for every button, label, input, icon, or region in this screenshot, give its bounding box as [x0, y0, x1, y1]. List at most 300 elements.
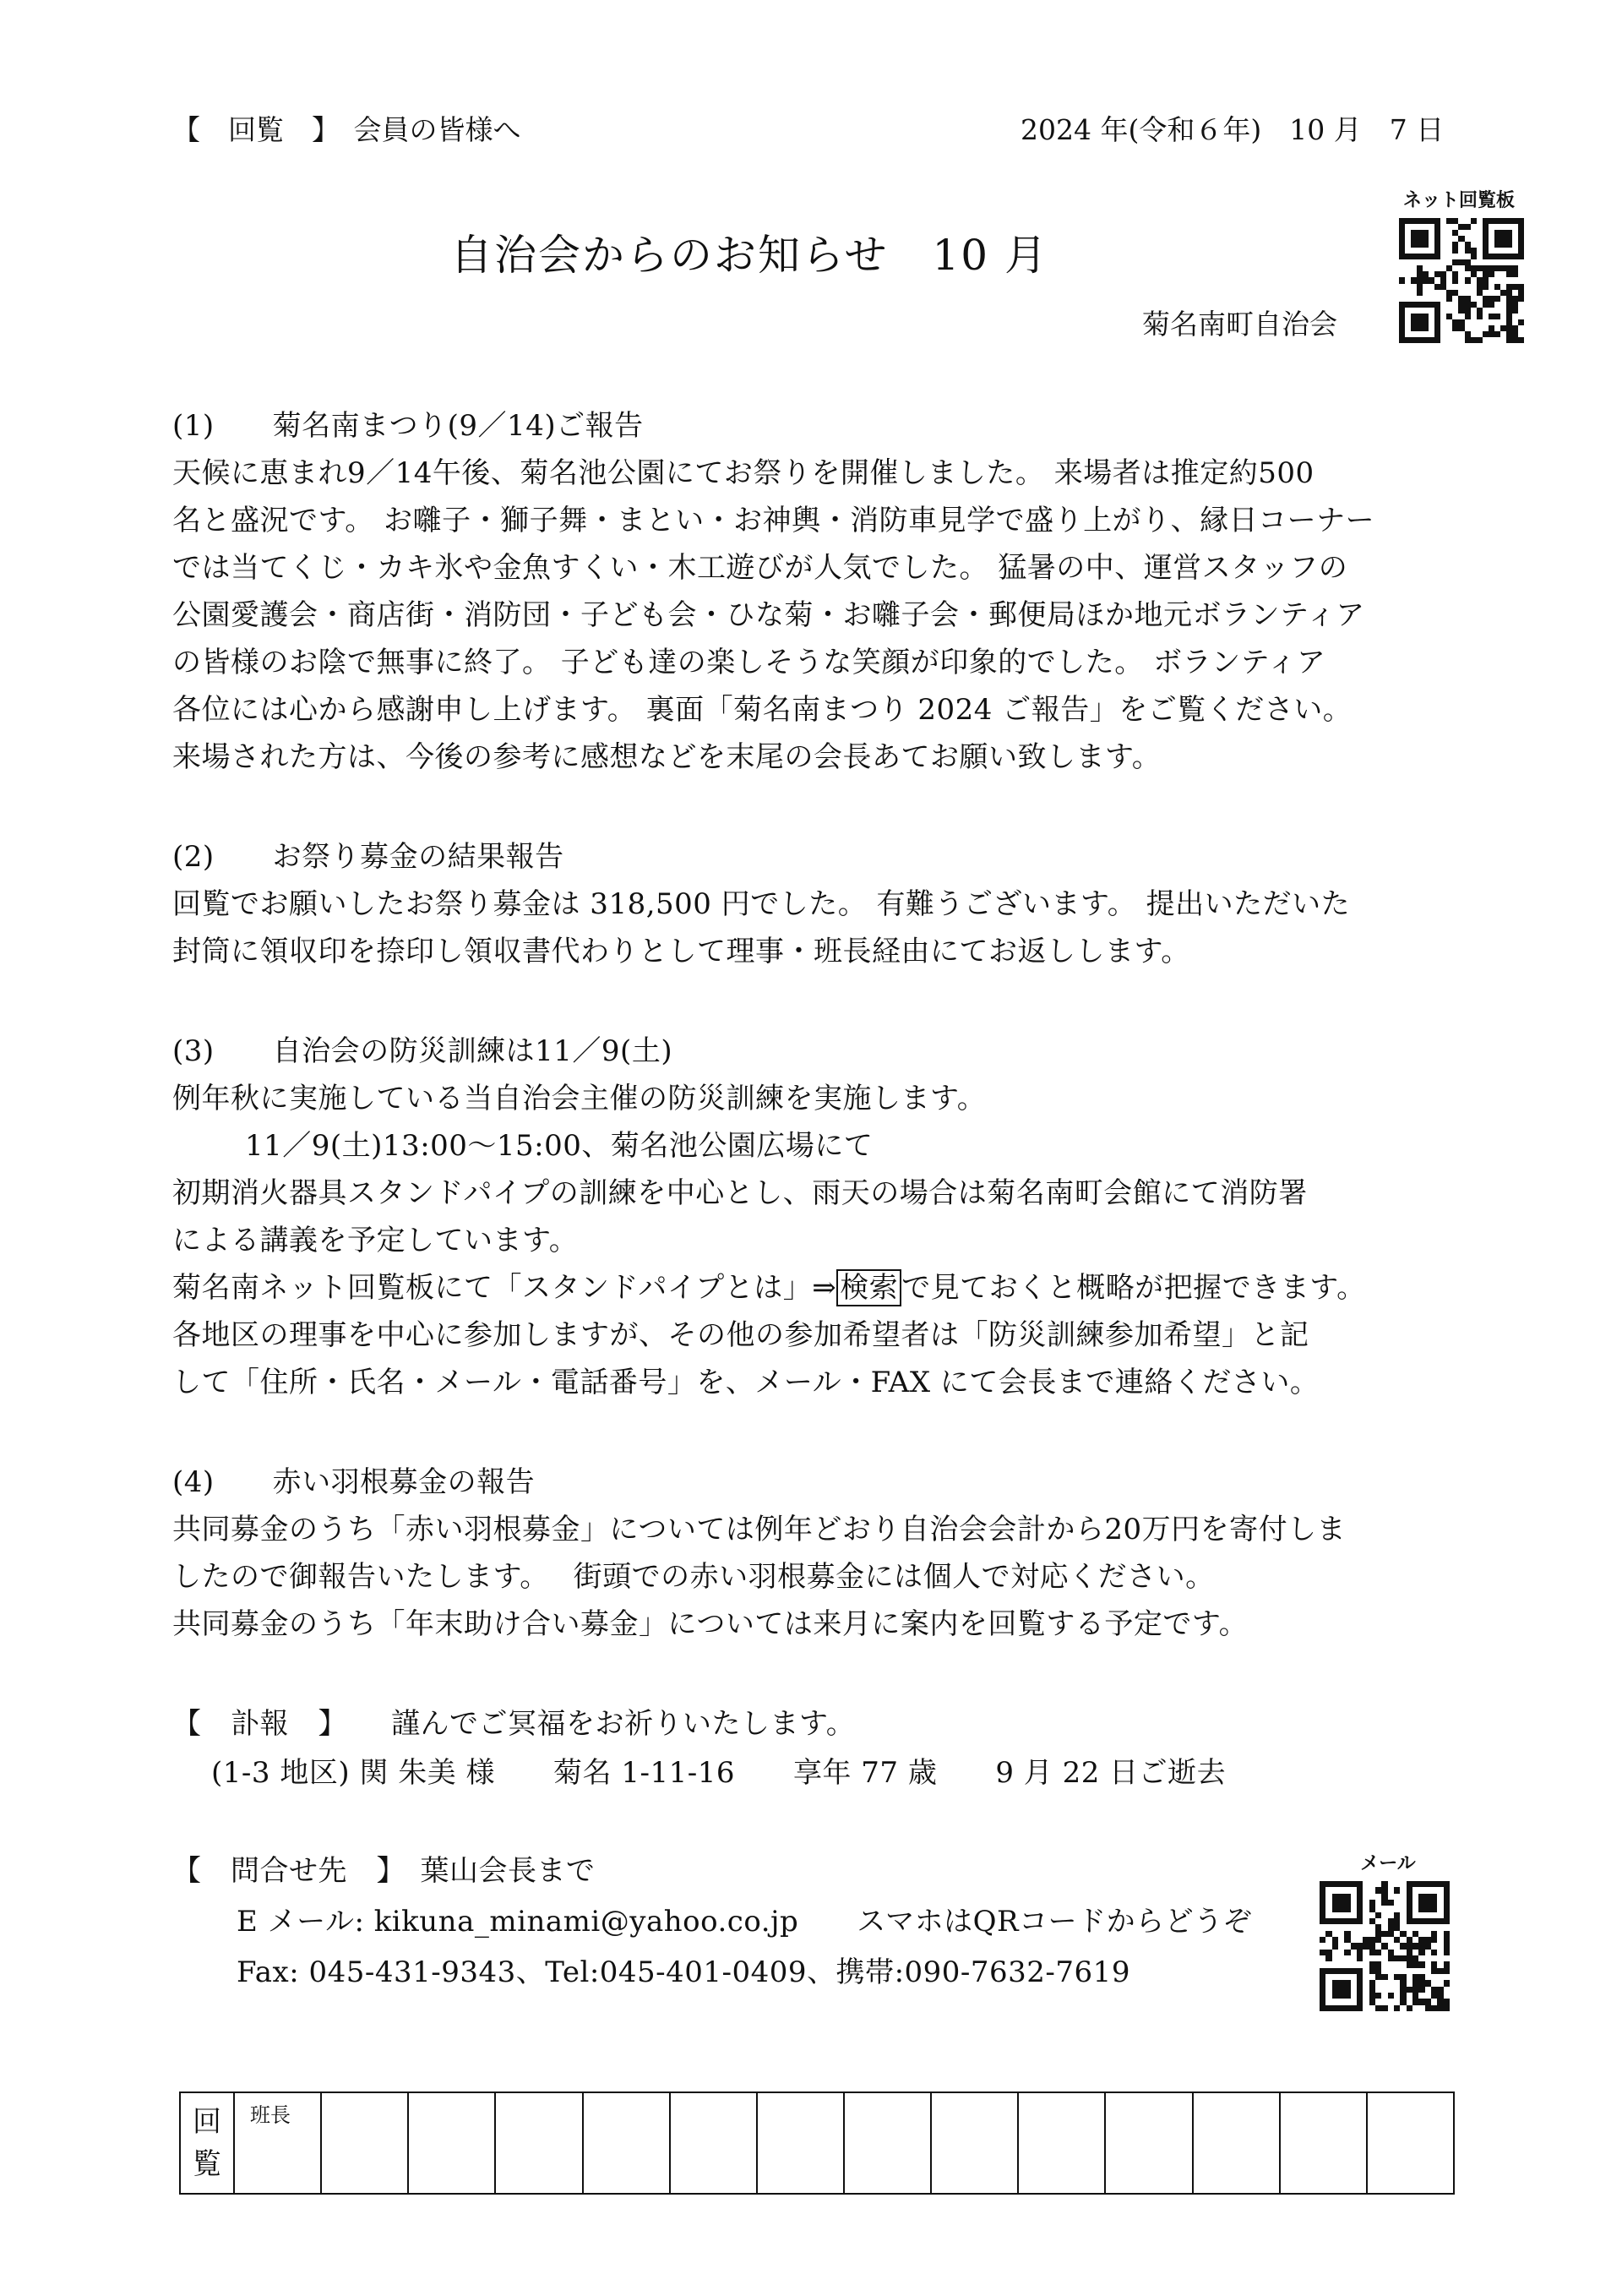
qr-module — [1446, 331, 1452, 337]
qr-module — [1434, 236, 1440, 242]
qr-module — [1434, 277, 1440, 283]
qr-module — [1477, 254, 1483, 259]
qr-module — [1458, 224, 1464, 230]
qr-module — [1320, 1950, 1325, 1955]
qr-module — [1431, 1968, 1437, 1974]
qr-module — [1357, 1974, 1363, 1980]
qr-module — [1405, 277, 1411, 283]
qr-module — [1444, 1900, 1450, 1906]
qr-module — [1431, 1906, 1437, 1912]
qr-module — [1477, 308, 1483, 314]
qr-module — [1405, 254, 1411, 259]
qr-module — [1399, 265, 1405, 271]
qr-module — [1500, 296, 1506, 302]
qr-module — [1458, 277, 1464, 283]
qr-module — [1405, 290, 1411, 296]
qr-module — [1325, 1937, 1331, 1943]
qr-module — [1429, 236, 1434, 242]
qr-module — [1444, 1912, 1450, 1918]
table-cell — [844, 2092, 931, 2194]
qr-module — [1381, 1881, 1387, 1887]
qr-module — [1325, 1918, 1331, 1924]
qr-module — [1418, 1943, 1424, 1949]
qr-module — [1357, 1943, 1363, 1949]
qr-module — [1425, 1993, 1431, 1999]
qr-module — [1500, 259, 1506, 265]
qr-module — [1394, 1912, 1400, 1918]
qr-module — [1512, 290, 1518, 296]
qr-module — [1506, 236, 1512, 242]
qr-module — [1440, 271, 1446, 277]
qr-module — [1400, 1993, 1406, 1999]
qr-module — [1388, 1912, 1394, 1918]
qr-module — [1394, 1887, 1400, 1893]
net-kairanban-qr-code[interactable] — [1399, 218, 1524, 343]
qr-module — [1500, 236, 1506, 242]
qr-module — [1405, 331, 1411, 337]
qr-module — [1444, 1999, 1450, 2004]
qr-module — [1405, 284, 1411, 290]
qr-module — [1375, 1961, 1381, 1967]
qr-module — [1434, 248, 1440, 254]
qr-module — [1351, 1980, 1357, 1986]
qr-module — [1411, 319, 1417, 325]
qr-module — [1394, 1931, 1400, 1937]
qr-module — [1417, 277, 1423, 283]
qr-module — [1500, 319, 1506, 325]
qr-module — [1434, 271, 1440, 277]
qr-module — [1338, 1937, 1344, 1943]
qr-module — [1489, 224, 1494, 230]
qr-module — [1357, 1887, 1363, 1893]
qr-module — [1407, 1931, 1412, 1937]
qr-module — [1444, 1937, 1450, 1943]
qr-module — [1338, 2005, 1344, 2011]
qr-module — [1437, 1974, 1443, 1980]
qr-module — [1412, 1931, 1418, 1937]
qr-module — [1483, 230, 1489, 236]
qr-module — [1418, 1906, 1424, 1912]
qr-module — [1483, 296, 1489, 302]
qr-module — [1431, 1894, 1437, 1900]
qr-module — [1494, 319, 1500, 325]
qr-module — [1399, 218, 1405, 224]
qr-module — [1394, 1987, 1400, 1993]
qr-module — [1452, 271, 1458, 277]
qr-module — [1325, 1950, 1331, 1955]
qr-module — [1375, 1887, 1381, 1893]
qr-module — [1338, 1943, 1344, 1949]
qr-module — [1440, 224, 1446, 230]
qr-module — [1381, 1931, 1387, 1937]
qr-module — [1369, 1961, 1375, 1967]
qr-module — [1437, 1887, 1443, 1893]
qr-module — [1500, 248, 1506, 254]
qr-module — [1489, 230, 1494, 236]
qr-module — [1429, 271, 1434, 277]
qr-module — [1417, 259, 1423, 265]
qr-module — [1417, 242, 1423, 248]
qr-module — [1344, 1943, 1350, 1949]
qr-module — [1405, 265, 1411, 271]
mail-qr-code[interactable] — [1320, 1881, 1450, 2011]
qr-module — [1411, 314, 1417, 319]
qr-module — [1399, 319, 1405, 325]
qr-module — [1429, 308, 1434, 314]
qr-module — [1388, 1931, 1394, 1937]
qr-module — [1425, 1894, 1431, 1900]
qr-module — [1471, 254, 1477, 259]
qr-module — [1418, 1955, 1424, 1961]
qr-module — [1400, 1950, 1406, 1955]
table-cell — [1193, 2092, 1280, 2194]
qr-module — [1423, 271, 1429, 277]
qr-module — [1423, 331, 1429, 337]
qr-module — [1344, 1887, 1350, 1893]
qr-module — [1434, 308, 1440, 314]
qr-module — [1332, 1937, 1338, 1943]
qr-module — [1500, 271, 1506, 277]
page-title: 自治会からのお知らせ 10 月 — [450, 231, 1049, 280]
qr-module — [1417, 337, 1423, 343]
qr-module — [1351, 1943, 1357, 1949]
qr-module — [1325, 1961, 1331, 1967]
qr-module — [1483, 242, 1489, 248]
qr-module — [1405, 337, 1411, 343]
qr-module — [1407, 1955, 1412, 1961]
qr-module — [1418, 1900, 1424, 1906]
qr-module — [1332, 2005, 1338, 2011]
qr-module — [1388, 1955, 1394, 1961]
qr-module — [1446, 259, 1452, 265]
qr-module — [1381, 1980, 1387, 1986]
qr-module — [1407, 1906, 1412, 1912]
qr-module — [1338, 1980, 1344, 1986]
qr-module — [1357, 1912, 1363, 1918]
qr-module — [1465, 236, 1471, 242]
qr-module — [1518, 242, 1524, 248]
qr-module — [1357, 1961, 1363, 1967]
qr-module — [1411, 254, 1417, 259]
qr-module — [1483, 265, 1489, 271]
qr-module — [1399, 314, 1405, 319]
qr-module — [1506, 319, 1512, 325]
qr-module — [1338, 1924, 1344, 1930]
qr-module — [1418, 1993, 1424, 1999]
qr-module — [1518, 248, 1524, 254]
qr-module — [1458, 325, 1464, 331]
qr-module — [1431, 1950, 1437, 1955]
qr-module — [1518, 296, 1524, 302]
qr-module — [1483, 302, 1489, 308]
qr-module — [1494, 331, 1500, 337]
obituary-heading: 【 訃報 】 謹んでご冥福をお祈りいたします。 — [172, 1707, 856, 1741]
qr-module — [1489, 271, 1494, 277]
qr-module — [1417, 302, 1423, 308]
qr-module — [1518, 314, 1524, 319]
qr-module — [1431, 1999, 1437, 2004]
qr-module — [1351, 1968, 1357, 1974]
qr-module — [1518, 236, 1524, 242]
qr-module — [1431, 1887, 1437, 1893]
qr-module — [1506, 218, 1512, 224]
qr-module — [1399, 242, 1405, 248]
qr-module — [1411, 331, 1417, 337]
qr-module — [1381, 1943, 1387, 1949]
qr-module — [1418, 1887, 1424, 1893]
qr-module — [1388, 1887, 1394, 1893]
qr-module — [1489, 242, 1494, 248]
qr-module — [1325, 1999, 1331, 2004]
qr-module — [1431, 1993, 1437, 1999]
table-cell — [1367, 2092, 1454, 2194]
qr-module — [1412, 1974, 1418, 1980]
qr-module — [1446, 254, 1452, 259]
qr-module — [1363, 1961, 1369, 1967]
qr-module — [1429, 254, 1434, 259]
qr-module — [1512, 325, 1518, 331]
qr-module — [1477, 236, 1483, 242]
qr-module — [1407, 1987, 1412, 1993]
qr-module — [1446, 319, 1452, 325]
qr-module — [1446, 284, 1452, 290]
qr-module — [1444, 1894, 1450, 1900]
circulation-label — [180, 2092, 234, 2194]
qr-module — [1483, 284, 1489, 290]
qr-module — [1417, 271, 1423, 277]
qr-module — [1405, 259, 1411, 265]
qr-module — [1338, 1912, 1344, 1918]
qr-module — [1369, 1918, 1375, 1924]
qr-module — [1418, 1961, 1424, 1967]
qr-module — [1375, 1937, 1381, 1943]
qr-module — [1423, 319, 1429, 325]
qr-module — [1425, 1999, 1431, 2004]
qr-module — [1518, 284, 1524, 290]
qr-module — [1423, 242, 1429, 248]
qr-module — [1407, 1961, 1412, 1967]
qr-module — [1429, 230, 1434, 236]
qr-module — [1512, 284, 1518, 290]
qr-module — [1500, 265, 1506, 271]
qr-module — [1446, 271, 1452, 277]
qr-module — [1423, 325, 1429, 331]
qr-module — [1369, 1881, 1375, 1887]
qr-module — [1418, 1931, 1424, 1937]
qr-module — [1394, 1968, 1400, 1974]
qr-module — [1518, 265, 1524, 271]
qr-module — [1369, 1968, 1375, 1974]
qr-module — [1440, 319, 1446, 325]
qr-module — [1444, 1968, 1450, 1974]
qr-module — [1471, 218, 1477, 224]
table-cell — [670, 2092, 757, 2194]
qr-module — [1440, 236, 1446, 242]
qr-module — [1440, 290, 1446, 296]
qr-module — [1375, 1894, 1381, 1900]
qr-module — [1344, 2005, 1350, 2011]
qr-module — [1381, 1900, 1387, 1906]
section-2-line: 封筒に領収印を捺印し領収書代わりとして理事・班長経由にてお返しします。 — [172, 935, 1190, 968]
qr-module — [1394, 1974, 1400, 1980]
qr-module — [1512, 230, 1518, 236]
qr-module — [1431, 1974, 1437, 1980]
table-cell — [1018, 2092, 1105, 2194]
qr-module — [1381, 1950, 1387, 1955]
qr-module — [1465, 254, 1471, 259]
section-4-line: したので御報告いたします。 街頭での赤い羽根募金には個人で対応ください。 — [172, 1560, 1215, 1594]
qr-module — [1418, 1912, 1424, 1918]
qr-module — [1357, 1900, 1363, 1906]
qr-module — [1325, 1924, 1331, 1930]
qr-module — [1444, 1887, 1450, 1893]
qr-module — [1477, 248, 1483, 254]
qr-module — [1423, 218, 1429, 224]
qr-module — [1338, 1931, 1344, 1937]
qr-module — [1363, 1924, 1369, 1930]
qr-module — [1458, 314, 1464, 319]
qr-module — [1412, 2005, 1418, 2011]
qr-module — [1477, 296, 1483, 302]
section-1-line: の皆様のお陰で無事に終了。 子ども達の楽しそうな笑顔が印象的でした。 ボランティア — [172, 646, 1326, 679]
qr-module — [1412, 1955, 1418, 1961]
qr-module — [1344, 1980, 1350, 1986]
qr-module — [1417, 230, 1423, 236]
qr-module — [1471, 325, 1477, 331]
qr-module — [1400, 1900, 1406, 1906]
qr-module — [1325, 1900, 1331, 1906]
qr-module — [1500, 314, 1506, 319]
qr-module — [1512, 302, 1518, 308]
qr-module — [1320, 1887, 1325, 1893]
qr-module — [1351, 1974, 1357, 1980]
qr-module — [1357, 1993, 1363, 1999]
mail-qr-label: メール — [1360, 1853, 1416, 1874]
qr-module — [1388, 1937, 1394, 1943]
qr-module — [1344, 1894, 1350, 1900]
qr-module — [1506, 271, 1512, 277]
qr-module — [1399, 290, 1405, 296]
qr-module — [1388, 1918, 1394, 1924]
qr-module — [1399, 277, 1405, 283]
qr-module — [1417, 331, 1423, 337]
qr-module — [1489, 296, 1494, 302]
qr-module — [1375, 1993, 1381, 1999]
qr-module — [1357, 1924, 1363, 1930]
qr-module — [1423, 290, 1429, 296]
qr-module — [1458, 302, 1464, 308]
qr-module — [1434, 314, 1440, 319]
qr-module — [1357, 1931, 1363, 1937]
section-2-heading: (2) お祭り募金の結果報告 — [172, 840, 564, 874]
qr-module — [1351, 1993, 1357, 1999]
qr-module — [1518, 325, 1524, 331]
qr-module — [1400, 1894, 1406, 1900]
qr-module — [1500, 302, 1506, 308]
qr-module — [1429, 259, 1434, 265]
qr-module — [1483, 325, 1489, 331]
qr-module — [1399, 248, 1405, 254]
qr-module — [1437, 1961, 1443, 1967]
qr-module — [1483, 224, 1489, 230]
qr-module — [1423, 308, 1429, 314]
qr-module — [1325, 1968, 1331, 1974]
qr-module — [1338, 1987, 1344, 1993]
section-3-line: 初期消火器具スタンドパイプの訓練を中心とし、雨天の場合は菊名南町会館にて消防署 — [172, 1176, 1308, 1210]
qr-module — [1417, 325, 1423, 331]
qr-module — [1444, 1974, 1450, 1980]
qr-module — [1452, 236, 1458, 242]
section-3-line: 各地区の理事を中心に参加しますが、その他の参加希望者は「防災訓練参加希望」と記 — [172, 1318, 1309, 1352]
qr-module — [1351, 1881, 1357, 1887]
qr-module — [1332, 1918, 1338, 1924]
qr-module — [1458, 290, 1464, 296]
qr-module — [1489, 290, 1494, 296]
qr-module — [1506, 308, 1512, 314]
qr-module — [1394, 1918, 1400, 1924]
qr-module — [1351, 1931, 1357, 1937]
qr-module — [1405, 236, 1411, 242]
qr-module — [1440, 242, 1446, 248]
qr-module — [1411, 308, 1417, 314]
qr-module — [1388, 1943, 1394, 1949]
qr-module — [1357, 1987, 1363, 1993]
qr-module — [1494, 218, 1500, 224]
qr-module — [1369, 1950, 1375, 1955]
qr-module — [1338, 1974, 1344, 1980]
qr-module — [1425, 1943, 1431, 1949]
qr-module — [1423, 284, 1429, 290]
section-1-line: では当てくじ・カキ氷や金魚すくい・木工遊びが人気でした。 猛暑の中、運営スタッフの — [172, 551, 1348, 585]
circulation-table — [179, 2091, 1455, 2195]
qr-module — [1446, 325, 1452, 331]
qr-module — [1512, 248, 1518, 254]
qr-module — [1375, 1900, 1381, 1906]
qr-module — [1417, 236, 1423, 242]
qr-module — [1363, 1987, 1369, 1993]
qr-module — [1506, 277, 1512, 283]
qr-module — [1440, 218, 1446, 224]
qr-module — [1471, 314, 1477, 319]
qr-module — [1363, 1881, 1369, 1887]
qr-module — [1500, 290, 1506, 296]
qr-module — [1412, 1924, 1418, 1930]
qr-module — [1518, 319, 1524, 325]
qr-module — [1332, 1924, 1338, 1930]
qr-module — [1512, 218, 1518, 224]
qr-module — [1325, 1993, 1331, 1999]
qr-module — [1375, 2005, 1381, 2011]
qr-module — [1425, 1900, 1431, 1906]
qr-module — [1444, 1950, 1450, 1955]
qr-module — [1431, 1881, 1437, 1887]
qr-module — [1471, 230, 1477, 236]
qr-module — [1400, 1912, 1406, 1918]
qr-module — [1425, 1918, 1431, 1924]
qr-module — [1494, 325, 1500, 331]
section-1-line: 各位には心から感謝申し上げます。 裏面「菊名南まつり 2024 ご報告」をご覧ください。 — [172, 693, 1353, 727]
qr-module — [1518, 271, 1524, 277]
qr-module — [1444, 1906, 1450, 1912]
qr-module — [1494, 284, 1500, 290]
qr-module — [1477, 271, 1483, 277]
obituary-detail: (1-3 地区) 関 朱美 様 菊名 1-11-16 享年 77 歳 9 月 22 日ご逝去 — [211, 1756, 1227, 1790]
qr-module — [1506, 230, 1512, 236]
qr-module — [1405, 224, 1411, 230]
organization-name: 菊名南町自治会 — [1142, 308, 1337, 341]
qr-module — [1489, 337, 1494, 343]
qr-module — [1465, 319, 1471, 325]
